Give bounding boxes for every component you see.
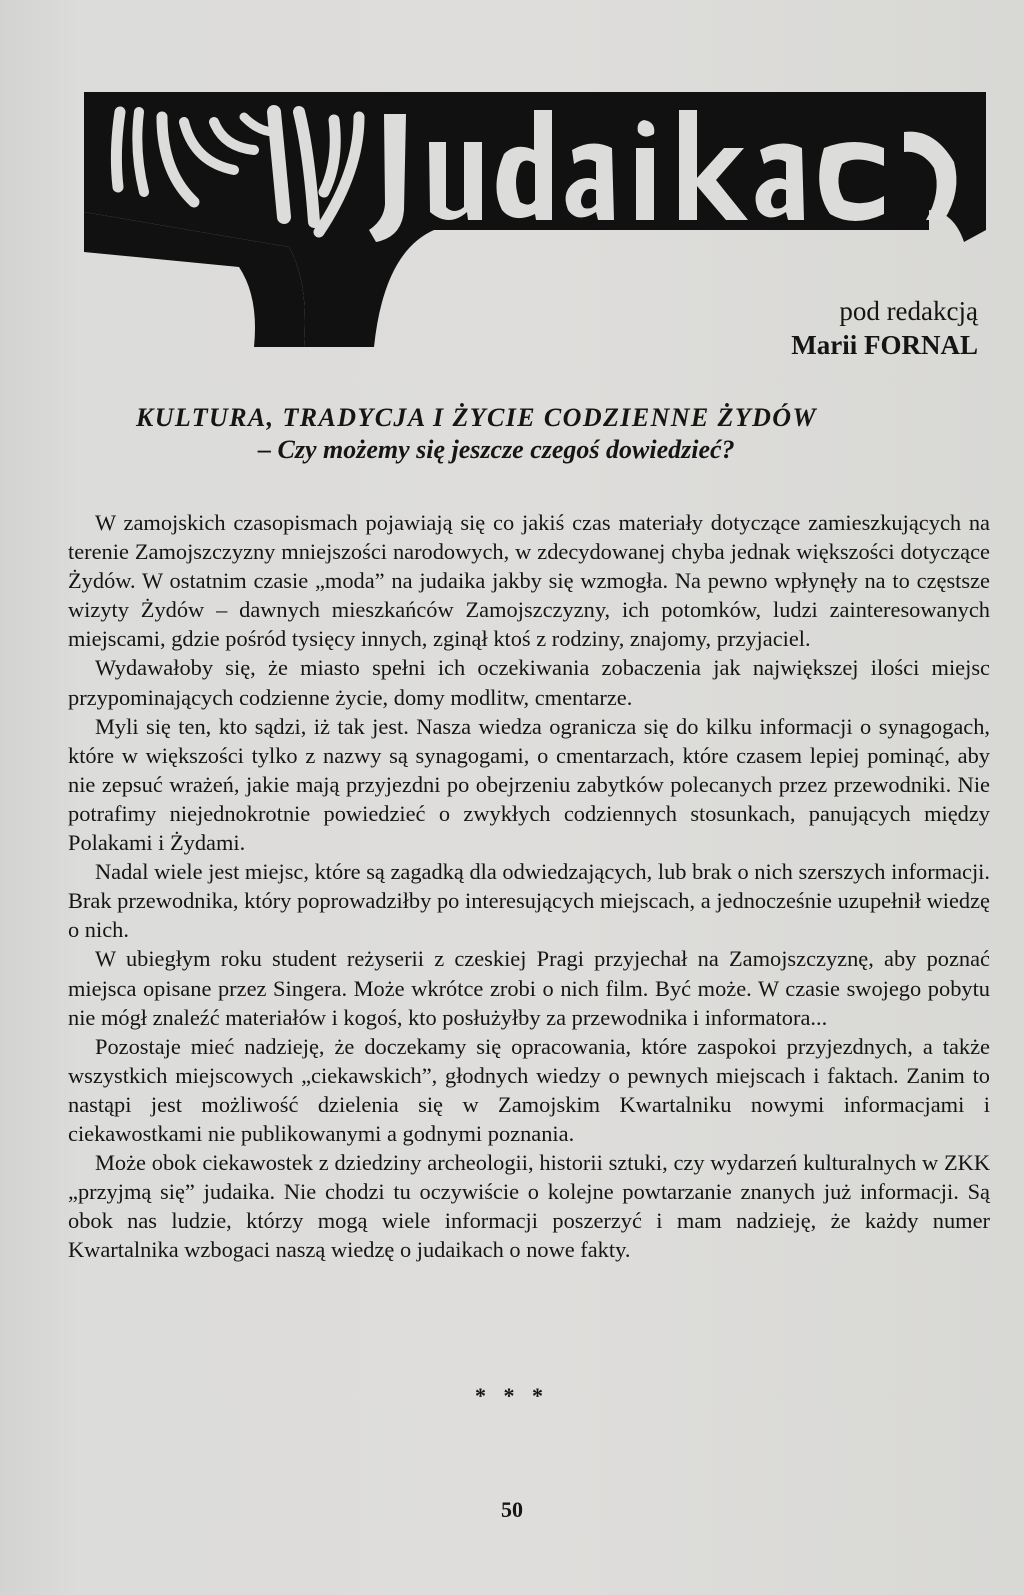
- paragraph: Pozostaje mieć nadzieję, że doczekamy się opracowania, które zaspokoi przyjezdnych, a także wszystkich miejscowych „ciekawskich”, głodnych wiedzy o pewnych miejscach i faktach. Zanim to nastąpi jest możliwość dzielenia się w Zamojskim Kwartalniku nowymi informacjami i ciekawostkami nie publikowanymi a godnymi poznania.: [68, 1033, 990, 1146]
- page-number: 50: [501, 1497, 523, 1522]
- section-separator: * * *: [475, 1383, 549, 1408]
- paragraph: Może obok ciekawostek z dziedziny archeologii, historii sztuki, czy wydarzeń kulturalnych w ZKK „przyjmą się” judaika. Nie chodzi tu oczywiście o kolejne powtarzanie znanych już informacji. Są obok nas ludzie, którzy mogą wiele informacji poszerzyć i mam nadzieję, że każdy numer Kwartalnika wzbogaci naszą wiedzę o judaikach o nowe fakty.: [68, 1150, 990, 1263]
- byline: [791, 294, 978, 362]
- editor-name: Marii FORNAL: [791, 330, 978, 360]
- article-heading: [0, 402, 1024, 466]
- article-subtitle: – Czy możemy się jeszcze czegoś dowiedzieć?: [258, 435, 735, 464]
- article-title: KULTURA, TRADYCJA I ŻYCIE CODZIENNE ŻYDÓW: [136, 403, 817, 432]
- paragraph: Myli się ten, kto sądzi, iż tak jest. Nasza wiedza ogranicza się do kilku informacji o synagogach, które w większości tylko z nazwy są synagogami, o cmentarzach, które czasem lepiej pominąć, aby nie zepsuć wrażeń, jakie mają przyjezdni po obejrzeniu zabytków polecanych przez przewodniki. Nie potrafimy niejednokrotnie powiedzieć o zwykłych codziennych stosunkach, panujących między Polakami i Żydami.: [68, 713, 990, 856]
- paragraph: Nadal wiele jest miejsc, które są zagadką dla odwiedzających, lub brak o nich szerszych informacji. Brak przewodnika, który poprowadziłby po interesujących miejscach, a jednocześnie uzupełnił wiedzę o nich.: [68, 859, 990, 943]
- byline-label: pod redakcją: [839, 296, 978, 326]
- paragraph: W ubiegłym roku student reżyserii z czeskiej Pragi przyjechał na Zamojszczyznę, aby poznać miejsca opisane przez Singera. Może wkrótce zrobi o nich film. Być może. W czasie swojego pobytu nie mógł znaleźć materiałów i kogoś, kto posłużyłby za przewodnika i informatora...: [68, 946, 990, 1030]
- paragraph: W zamojskich czasopismach pojawiają się co jakiś czas materiały dotyczące zamieszkujących na terenie Zamojszczyzny mniejszości narodowych, w zdecydowanej chyba jednak większości dotyczące Żydów. W ostatnim czasie „moda” na judaika jakby się wzmogła. Na pewno wpłynęły na to częstsze wizyty Żydów – dawnych mieszkańców Zamojszczyzny, ich potomków, ludzi zainteresowanych miejscami, gdzie pośród tysięcy innych, zginął ktoś z rodziny, znajomy, przyjaciel.: [68, 510, 990, 652]
- paragraph: Wydawałoby się, że miasto spełni ich oczekiwania zobaczenia jak największej ilości miejsc przypominających codzienne życie, domy modlitw, cmentarze.: [68, 655, 990, 710]
- article-body: [68, 508, 990, 1264]
